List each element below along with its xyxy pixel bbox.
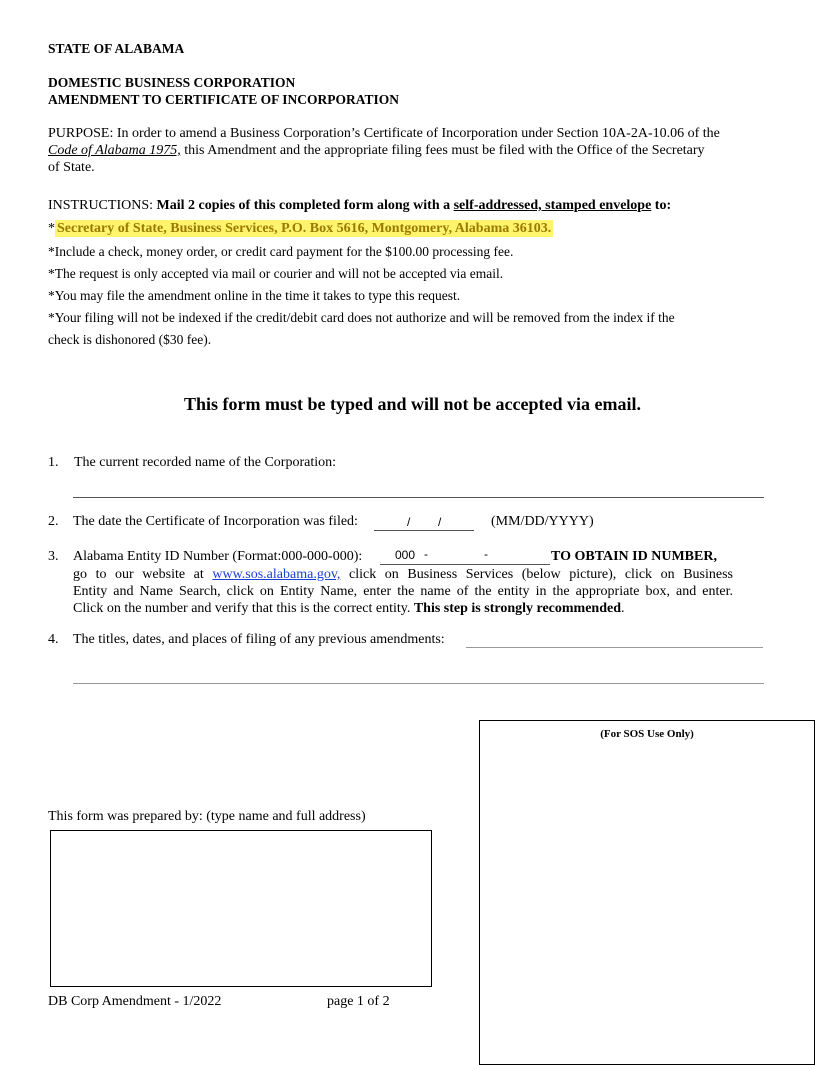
instructions-mail: Mail 2 copies of this completed form along with a <box>156 198 454 213</box>
address-star: * <box>48 221 55 236</box>
state-heading: STATE OF ALABAMA <box>48 41 185 56</box>
date-format-hint: (MM/DD/YYYY) <box>491 514 594 529</box>
mailing-address-line <box>48 220 553 237</box>
prepared-by-box[interactable] <box>50 830 432 987</box>
instructions-to: to: <box>651 198 672 213</box>
item-3-line-3: Entity and Name Search, click on Entity Name, enter the name of the entity in the appropriate box, and enter. <box>73 584 733 599</box>
item-3-line-4a: Click on the number and verify that this is the correct entity. <box>73 601 414 616</box>
item-4-label: The titles, dates, and places of filing of any previous amendments: <box>73 632 445 647</box>
bullet-fee: *Include a check, money order, or credit card payment for the $100.00 processing fee. <box>48 244 514 259</box>
envelope-text: self-addressed, stamped envelope <box>453 198 652 213</box>
entity-id-dash-1: - <box>424 547 428 561</box>
item-1-number: 1. <box>48 455 59 470</box>
purpose-line-2-text: this Amendment and the appropriate filing fees must be filed with the Office of the Secretary <box>180 143 705 158</box>
item-3-line-4c: . <box>621 601 625 616</box>
purpose-paragraph <box>48 125 760 176</box>
item-3-number: 3. <box>48 549 59 564</box>
entity-id-dash-2: - <box>484 547 488 561</box>
document-title: AMENDMENT TO CERTIFICATE OF INCORPORATION <box>48 92 400 107</box>
sos-use-only-label: (For SOS Use Only) <box>600 728 694 740</box>
code-reference: Code of Alabama 1975, <box>48 143 181 158</box>
item-2-number: 2. <box>48 514 59 529</box>
purpose-line-2 <box>48 142 760 159</box>
filing-date-field[interactable] <box>374 530 474 531</box>
typed-notice: This form must be typed and will not be accepted via email. <box>184 394 641 414</box>
sos-website-link[interactable]: www.sos.alabama.gov, <box>212 567 341 582</box>
item-3-line-2a: go to our website at <box>73 567 213 582</box>
entity-id-prefix: 000 <box>395 548 416 562</box>
item-3-line-2b: click on Business Services (below picture), click on Business <box>340 567 734 582</box>
entity-id-field[interactable] <box>380 564 550 565</box>
obtain-id-heading: TO OBTAIN ID NUMBER, <box>551 549 717 564</box>
item-1-label: The current recorded name of the Corporation: <box>74 455 337 470</box>
mailing-address: Secretary of State, Business Services, P.O. Box 5616, Montgomery, Alabama 36103. <box>57 221 552 236</box>
item-3-line-2 <box>73 566 733 583</box>
date-slash-2: / <box>438 515 442 529</box>
bullet-indexing: *Your filing will not be indexed if the credit/debit card does not authorize and will be removed from the index if the <box>48 310 675 325</box>
purpose-line-3: of State. <box>48 160 95 175</box>
bullet-mail-only: *The request is only accepted via mail or courier and will not be accepted via email. <box>48 266 504 281</box>
instructions-label: INSTRUCTIONS: <box>48 198 157 213</box>
date-slash-1: / <box>407 515 411 529</box>
amendments-field-line-2[interactable] <box>73 683 764 684</box>
corporation-name-field[interactable] <box>73 497 764 498</box>
item-4-number: 4. <box>48 632 59 647</box>
document-type: DOMESTIC BUSINESS CORPORATION <box>48 75 296 90</box>
item-3-line-4 <box>73 600 625 617</box>
strongly-recommended: This step is strongly recommended <box>413 601 621 616</box>
prepared-by-label: This form was prepared by: (type name and full address) <box>48 809 366 824</box>
page-number: page 1 of 2 <box>327 994 390 1009</box>
amendments-field-line-1[interactable] <box>466 647 763 648</box>
sos-use-only-box <box>479 720 815 1065</box>
item-2-label: The date the Certificate of Incorporation was filed: <box>73 514 358 529</box>
instructions-line <box>48 197 671 214</box>
form-identifier: DB Corp Amendment - 1/2022 <box>48 994 222 1009</box>
bullet-online: *You may file the amendment online in the time it takes to type this request. <box>48 288 461 303</box>
item-3-label: Alabama Entity ID Number (Format:000-000-000): <box>73 549 363 564</box>
bullet-indexing-cont: check is dishonored ($30 fee). <box>48 332 212 347</box>
purpose-line-1: PURPOSE: In order to amend a Business Corporation’s Certificate of Incorporation under Section 10A-2A-10.06 of the <box>48 126 720 141</box>
